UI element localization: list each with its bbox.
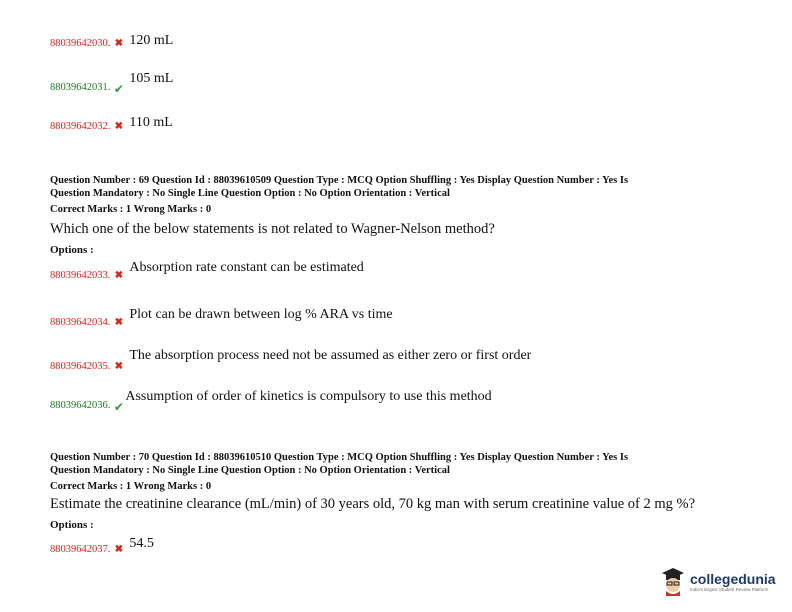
option-id: 88039642035. xyxy=(50,361,111,372)
option-id: 88039642037. xyxy=(50,544,111,555)
question-69-text: Which one of the below statements is not related to Wagner-Nelson method? xyxy=(50,221,495,237)
option-88039642032 xyxy=(50,115,173,137)
check-icon: ✔ xyxy=(113,82,124,96)
cross-icon: ✖ xyxy=(114,38,124,49)
collegedunia-logo xyxy=(660,566,776,596)
option-88039642033 xyxy=(50,260,364,286)
cross-icon: ✖ xyxy=(114,270,124,281)
option-text: Plot can be drawn between log % ARA vs time xyxy=(129,307,393,322)
meta-line-2: Question Mandatory : No Single Line Question Option : No Option Orientation : Vertical xyxy=(50,465,450,476)
brand-name: collegedunia xyxy=(690,570,776,587)
marks-line: Correct Marks : 1 Wrong Marks : 0 xyxy=(50,481,212,492)
option-id: 88039642030. xyxy=(50,38,111,49)
cross-icon: ✖ xyxy=(114,121,124,132)
option-id: 88039642034. xyxy=(50,317,111,328)
option-88039642037 xyxy=(50,536,154,560)
option-88039642035 xyxy=(50,348,532,377)
options-label: Options : xyxy=(50,519,94,531)
option-88039642031 xyxy=(50,71,174,98)
option-id: 88039642032. xyxy=(50,121,111,132)
option-text: Absorption rate constant can be estimated xyxy=(129,260,364,275)
graduate-cap-icon xyxy=(660,566,686,596)
brand-tagline: India's largest Student Review Platform xyxy=(690,586,769,592)
option-text: 54.5 xyxy=(129,536,154,551)
option-text: 120 mL xyxy=(129,33,174,48)
option-text: 105 mL xyxy=(129,71,174,86)
option-id: 88039642033. xyxy=(50,270,111,281)
option-88039642030 xyxy=(50,33,174,54)
option-text: The absorption process need not be assumed as either zero or first order xyxy=(129,348,532,363)
option-id: 88039642031. xyxy=(50,82,111,93)
question-70-text: Estimate the creatinine clearance (mL/min) of 30 years old, 70 kg man with serum creatinine value of 2 mg %? xyxy=(50,496,696,512)
cross-icon: ✖ xyxy=(114,361,124,372)
option-id: 88039642036. xyxy=(50,400,111,411)
option-text: 110 mL xyxy=(129,115,173,130)
cross-icon: ✖ xyxy=(114,544,124,555)
options-label: Options : xyxy=(50,244,94,256)
meta-line-1: Question Number : 69 Question Id : 88039610509 Question Type : MCQ Option Shuffling : Yes Display Question Number : Yes Is xyxy=(50,175,629,186)
cross-icon: ✖ xyxy=(114,317,124,328)
meta-line-1: Question Number : 70 Question Id : 88039610510 Question Type : MCQ Option Shuffling : Yes Display Question Number : Yes Is xyxy=(50,452,629,463)
check-icon: ✔ xyxy=(113,400,124,414)
option-88039642034 xyxy=(50,307,393,333)
marks-line: Correct Marks : 1 Wrong Marks : 0 xyxy=(50,204,212,215)
option-text: Assumption of order of kinetics is compulsory to use this method xyxy=(125,389,492,404)
question-69-meta xyxy=(50,174,750,216)
option-88039642036 xyxy=(50,389,492,416)
meta-line-2: Question Mandatory : No Single Line Question Option : No Option Orientation : Vertical xyxy=(50,188,450,199)
question-70-meta xyxy=(50,451,750,493)
